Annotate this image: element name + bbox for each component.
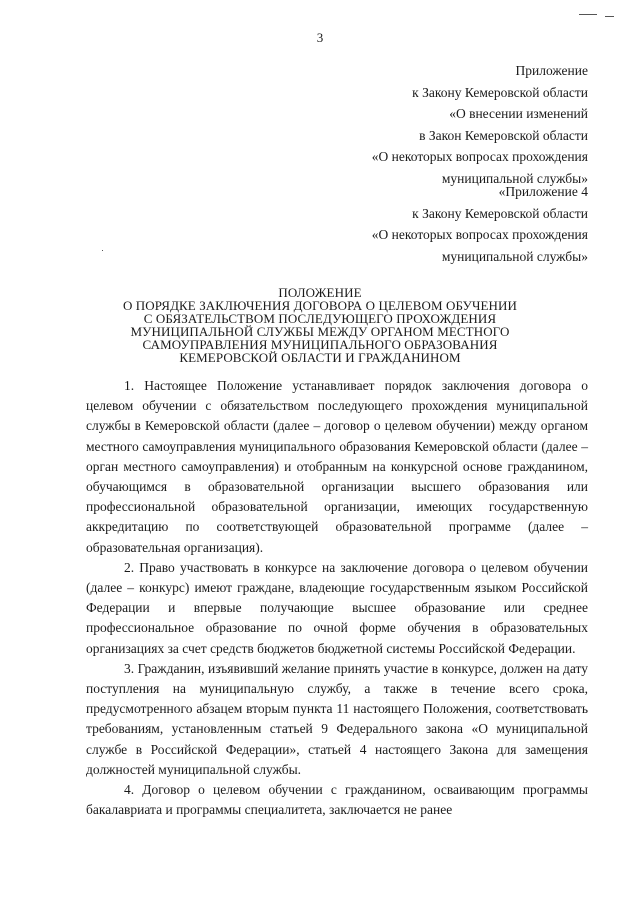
title-line: С ОБЯЗАТЕЛЬСТВОМ ПОСЛЕДУЮЩЕГО ПРОХОЖДЕНИЯ [143, 311, 497, 326]
title-line: МУНИЦИПАЛЬНОЙ СЛУЖБЫ МЕЖДУ ОРГАНОМ МЕСТНОГО [130, 324, 510, 339]
appendix-quote-line: «Приложение 4 [498, 184, 588, 199]
document-body [86, 376, 588, 820]
appendix-header-line: Приложение [515, 63, 588, 78]
paragraph-1: 1. Настоящее Положение устанавливает порядок заключения договора о целевом обучении с обязательством последующего прохождения муниципальной службы в Кемеровской области (далее – договор о целевом обучении) между органом местного самоуправления муниципального образования Кемеровской области (далее – орган местного самоуправления) и отобранным на конкурсной основе гражданином, обучающимся в образовательной организации высшего образования или профессиональной образовательной организации, имеющих государственную аккредитацию по соответствующей образовательной программе (далее – образовательная организация). [86, 378, 588, 555]
appendix-header-line: в Закон Кемеровской области [419, 127, 588, 143]
scan-speck [579, 14, 597, 15]
appendix-quote [372, 181, 588, 267]
appendix-quote-line: муниципальной службы» [441, 248, 588, 264]
title-line: КЕМЕРОВСКОЙ ОБЛАСТИ И ГРАЖДАНИНОМ [179, 350, 461, 365]
page-number: 3 [316, 30, 324, 45]
paragraph-4: 4. Договор о целевом обучении с гражданином, осваивающим программы бакалавриата и программы специалитета, заключается не ранее [86, 782, 588, 818]
appendix-quote-line: к Закону Кемеровской области [412, 205, 588, 221]
appendix-header [372, 60, 588, 189]
appendix-header-line: к Закону Кемеровской области [412, 84, 588, 100]
paragraph-2: 2. Право участвовать в конкурсе на заключение договора о целевом обучении (далее – конкурс) имеют граждане, владеющие государственным языком Российской Федерации и впервые получающие высшее образование или среднее профессиональное образование по очной форме обучения в образовательных организациях за счет средств бюджетов бюджетной системы Российской Федерации. [86, 559, 588, 656]
scan-speck [102, 250, 103, 251]
title-line: ПОЛОЖЕНИЕ [278, 285, 362, 300]
scan-speck [605, 16, 614, 17]
appendix-header-line: муниципальной службы» [441, 170, 588, 186]
appendix-header-line: «О некоторых вопросах прохождения [371, 149, 588, 164]
document-title [0, 286, 640, 364]
title-line: О ПОРЯДКЕ ЗАКЛЮЧЕНИЯ ДОГОВОРА О ЦЕЛЕВОМ ОБУЧЕНИИ [122, 298, 518, 313]
appendix-quote-line: «О некоторых вопросах прохождения [371, 227, 588, 242]
appendix-header-line: «О внесении изменений [449, 106, 588, 121]
title-line: САМОУПРАВЛЕНИЯ МУНИЦИПАЛЬНОГО ОБРАЗОВАНИЯ [142, 337, 498, 352]
paragraph-3: 3. Гражданин, изъявивший желание принять участие в конкурсе, должен на дату поступления на муниципальную службу, а также в течение всего срока, предусмотренного абзацем вторым пункта 11 настоящего Положения, соответствовать требованиям, установленным статьей 9 Федерального закона «О муниципальной службе в Российской Федерации», статьей 4 настоящего Закона для замещения должностей муниципальной службы. [86, 660, 588, 777]
